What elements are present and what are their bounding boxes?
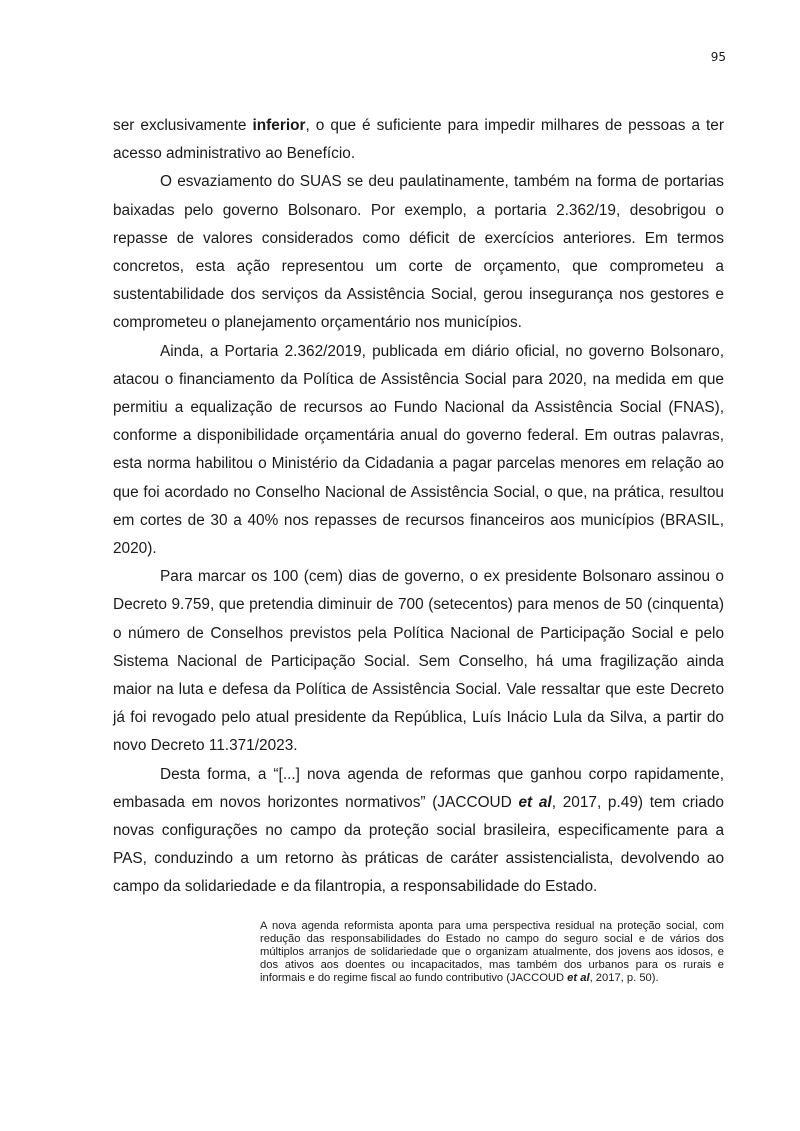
paragraph-2: O esvaziamento do SUAS se deu paulatinamente, também na forma de portarias baixadas pelo governo Bolsonaro. Por exemplo, a portaria 2.362/19, desobrigou o repasse de valores considerados como déficit de exercícios anteriores. Em termos concretos, esta ação representou um corte de orçamento, que comprometeu a sustentabilidade dos serviços da Assistência Social, gerou insegurança nos gestores e comprometeu o planejamento orçamentário nos municípios. [113, 173, 724, 332]
body-text [113, 112, 724, 902]
block-quote-text-c: , 2017, p. 50). [589, 972, 659, 985]
citation-et-al: et al [518, 793, 552, 811]
paragraph-5-text-c: , 2017, p.49) tem criado novas configurações no campo da proteção social brasileira, especificamente para a PAS, conduzindo a um retorno às práticas de caráter assistencialista, devolvendo ao campo da solidariedade e da filantropia, a responsabilidade do Estado. [113, 793, 724, 896]
block-quote-et-al: et al [567, 972, 590, 985]
block-quote [260, 920, 724, 985]
paragraph-3: Ainda, a Portaria 2.362/2019, publicada em diário oficial, no governo Bolsonaro, atacou o financiamento da Política de Assistência Social para 2020, na medida em que permitiu a equalização de recursos ao Fundo Nacional da Assistência Social (FNAS), conforme a disponibilidade orçamentária anual do governo federal. Em outras palavras, esta norma habilitou o Ministério da Cidadania a pagar parcelas menores em relação ao que foi acordado no Conselho Nacional de Assistência Social, o que, na prática, resultou em cortes de 30 a 40% nos repasses de recursos financeiros aos municípios (BRASIL, 2020). [113, 342, 724, 558]
paragraph-4: Para marcar os 100 (cem) dias de governo, o ex presidente Bolsonaro assinou o Decreto 9.759, que pretendia diminuir de 700 (setecentos) para menos de 50 (cinquenta) o número de Conselhos previstos pela Política Nacional de Participação Social e pelo Sistema Nacional de Participação Social. Sem Conselho, há uma fragilização ainda maior na luta e defesa da Política de Assistência Social. Vale ressaltar que este Decreto já foi revogado pelo atual presidente da República, Luís Inácio Lula da Silva, a partir do novo Decreto 11.371/2023. [113, 568, 724, 755]
paragraph-1-text-c: , o que é suficiente para impedir milhares de pessoas a ter acesso administrativo ao Benefício. [113, 117, 724, 163]
paragraph-5 [113, 761, 724, 902]
paragraph-5-text-a: Desta forma, a “[...] nova agenda de reformas que ganhou corpo rapidamente, embasada em novos horizontes normativos” (JACCOUD [113, 765, 724, 811]
paragraph-1-text-a: ser exclusivamente [113, 117, 253, 134]
paragraph-1 [113, 112, 724, 168]
block-quote-text-a: A nova agenda reformista aponta para uma perspectiva residual na proteção social, com redução das responsabilidades do Estado no campo do seguro social e de vários dos múltiplos arranjos de solidariedade que o organizam atualmente, dos jovens aos idosos, e dos ativos aos doentes ou incapacitados, mas também dos urbanos para os rurais e informais e do regime fiscal ao fundo contributivo (JACCOUD [260, 920, 724, 985]
emphasis-inferior: inferior [252, 117, 306, 134]
page-number: 95 [710, 50, 726, 64]
